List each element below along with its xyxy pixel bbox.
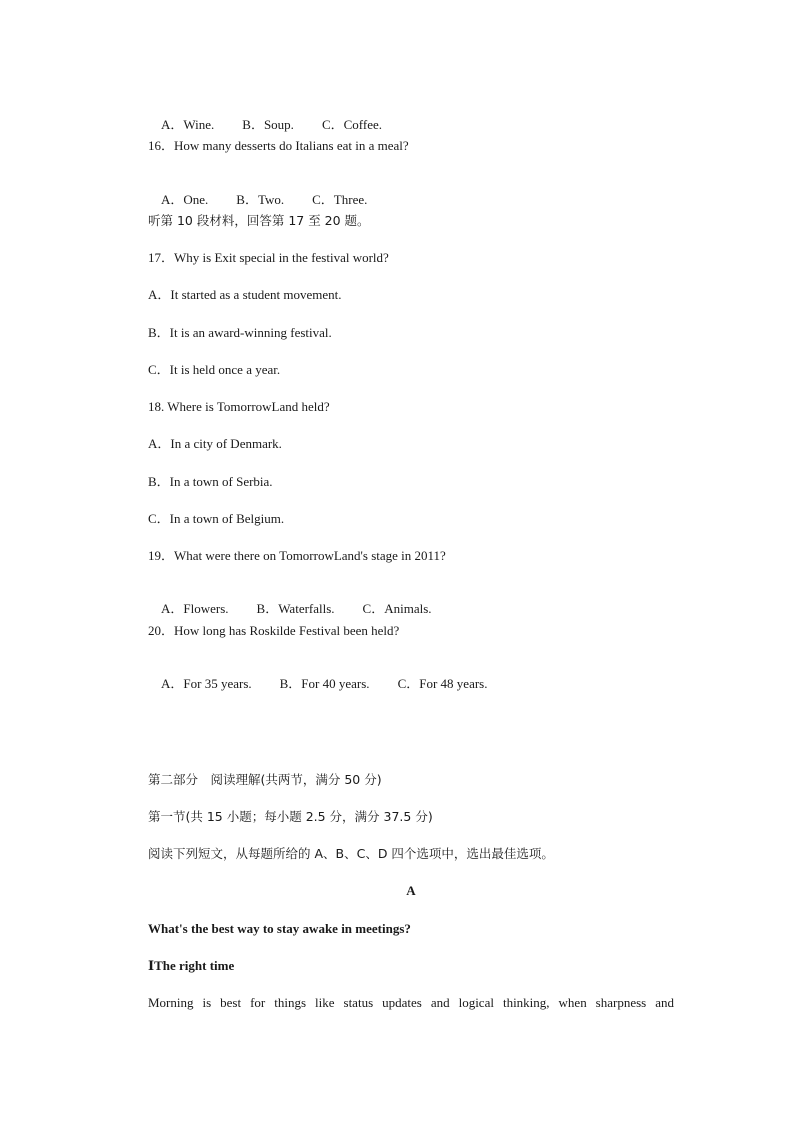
- q19-option-b: B．Waterfalls.: [256, 601, 335, 616]
- q19-option-a: A．Flowers.: [161, 601, 229, 616]
- q18-option-b: B．In a town of Serbia.: [148, 474, 273, 489]
- q20-option-a: A．For 35 years.: [161, 676, 252, 691]
- q16-option-a: A．One.: [161, 192, 209, 207]
- q17-option-a: A．It started as a student movement.: [148, 287, 342, 302]
- q17-option-b: B．It is an award-winning festival.: [148, 325, 332, 340]
- q15-option-a: A．Wine.: [161, 117, 215, 132]
- q16-option-b: B．Two.: [236, 192, 285, 207]
- q19-option-c: C．Animals.: [362, 601, 432, 616]
- passage-title: What's the best way to stay awake in meetings?: [148, 921, 411, 936]
- q20-question: 20．How long has Roskilde Festival been held?: [148, 623, 400, 638]
- q18-option-c: C．In a town of Belgium.: [148, 511, 285, 526]
- passage-label: A: [406, 883, 416, 898]
- q16-option-c: C．Three.: [312, 192, 368, 207]
- q15-option-c: C．Coffee.: [321, 117, 382, 132]
- passage-subheading: ⅠThe right time: [148, 958, 235, 973]
- part2-instruction: 阅读下列短文，从每题所给的 A、B、C、D 四个选项中，选出最佳选项。: [148, 846, 554, 861]
- q17-question: 17．Why is Exit special in the festival world?: [148, 250, 389, 265]
- listening-instruction: 听第 10 段材料，回答第 17 至 20 题。: [148, 213, 370, 228]
- q20-option-c: C．For 48 years.: [397, 676, 488, 691]
- passage-paragraph: Morning is best for things like status updates and logical thinking, when sharpness and: [148, 995, 674, 1010]
- part2-section1-heading: 第一节(共 15 小题；每小题 2.5 分，满分 37.5 分): [148, 809, 433, 824]
- q15-option-b: B．Soup.: [242, 117, 294, 132]
- q18-question: 18. Where is TomorrowLand held?: [148, 399, 330, 414]
- q17-option-c: C．It is held once a year.: [148, 362, 281, 377]
- q18-option-a: A．In a city of Denmark.: [148, 436, 282, 451]
- part2-heading: 第二部分 阅读理解(共两节，满分 50 分): [148, 772, 382, 787]
- q19-question: 19．What were there on TomorrowLand's stage in 2011?: [148, 548, 446, 563]
- q20-option-b: B．For 40 years.: [279, 676, 370, 691]
- q16-question: 16．How many desserts do Italians eat in a meal?: [148, 138, 409, 153]
- q20-options: [148, 660, 487, 708]
